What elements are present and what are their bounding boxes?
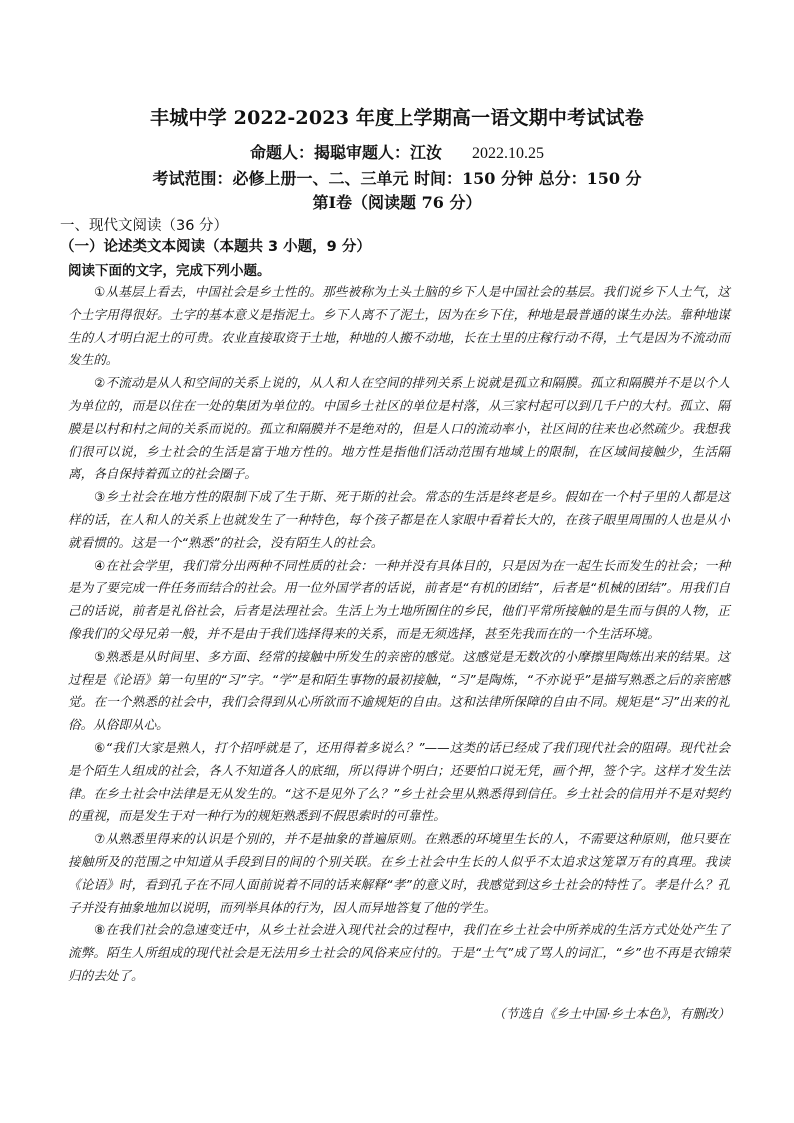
passage-paragraph: ①从基层上看去，中国社会是乡土性的。那些被称为土头土脑的乡下人是中国社会的基层。我们说乡下人土气，这个土字用得很好。土字的基本意义是指泥土。乡下人离不了泥土，因为在乡下住，种地是最普通的谋生办法。靠种地谋生的人才明白泥土的可贵。农业直接取资于土地，种地的人搬不动地，长在土里的庄稼行动不得，土气是因为不流动而发生的。 (68, 284, 730, 368)
passage-paragraph: ⑦从熟悉里得来的认识是个别的，并不是抽象的普遍原则。在熟悉的环境里生长的人，不需要这种原则，他只要在接触所及的范围之中知道从手段到目的间的个别关联。在乡土社会中生长的人似乎不太追求这笼罩万有的真理。我读《论语》时，看到孔子在不同人面前说着不同的话来解释“孝”的意义时，我感觉到这乡土社会的特性了。孝是什么？孔子并没有抽象地加以说明，而列举具体的行为，因人而异地答复了他的学生。 (68, 831, 730, 915)
part-title: 一、现代文阅读（36 分） (60, 218, 229, 234)
volume-title: 第Ⅰ卷（阅读题 76 分） (312, 193, 482, 212)
passage-paragraph: ⑧在我们社会的急速变迁中，从乡土社会进入现代社会的过程中，我们在乡土社会中所养成的生活方式处处产生了流弊。陌生人所组成的现代社会是无法用乡土社会的风俗来应付的。于是“土气”成了骂人的词汇，“乡”也不再是衣锦荣归的去处了。 (68, 922, 730, 983)
passage-body (68, 281, 730, 988)
subpart-title: （一）论述类文本阅读（本题共 3 小题，9 分） (60, 239, 371, 255)
passage-paragraph: ③乡土社会在地方性的限制下成了生于斯、死于斯的社会。常态的生活是终老是乡。假如在一个村子里的人都是这样的话，在人和人的关系上也就发生了一种特色，每个孩子都是在人家眼中看着长大的，在孩子眼里周围的人也是从小就看惯的。这是一个“熟悉”的社会，没有陌生人的社会。 (68, 489, 730, 550)
passage-source: （节选自《乡土中国·乡土本色》，有删改） (493, 1006, 730, 1021)
authors: 命题人：揭聪审题人：江汝 (249, 143, 442, 162)
passage-paragraph: ⑥“我们大家是熟人，打个招呼就是了，还用得着多说么？”——这类的话已经成了我们现代社会的阻碍。现代社会是个陌生人组成的社会，各人不知道各人的底细，所以得讲个明白；还要怕口说无凭，画个押，签个字。这样才发生法律。在乡土社会中法律是无从发生的。“这不是见外了么？”乡土社会里从熟悉得到信任。乡土社会的信用并不是对契约的重视，而是发生于对一种行为的规矩熟悉到不假思索时的可靠性。 (68, 739, 730, 824)
passage-paragraph: ④在社会学里，我们常分出两种不同性质的社会：一种并没有具体目的，只是因为在一起生长而发生的社会；一种是为了要完成一件任务而结合的社会。用一位外国学者的话说，前者是“有机的团结”，后者是“机械的团结”。用我们自己的话说，前者是礼俗社会，后者是法理社会。生活上为土地所囿住的乡民，他们平常所接触的是生而与俱的人物，正像我们的父母兄弟一般，并不是由于我们选择得来的关系，而是无须选择，甚至先我而在的一个生活环境。 (68, 557, 730, 641)
exam-date: 2022.10.25 (472, 145, 544, 162)
passage-paragraph: ②不流动是从人和空间的关系上说的，从人和人在空间的排列关系上说就是孤立和隔膜。孤立和隔膜并不是以个人为单位的，而是以住在一处的集团为单位的。中国乡土社区的单位是村落，从三家村起可以到几千户的大村。孤立、隔膜是以村和村之间的关系而说的。孤立和隔膜并不是绝对的，但是人口的流动率小，社区间的往来也必然疏少。我想我们很可以说，乡土社会的生活是富于地方性的。地方性是指他们活动范围有地域上的限制，在区域间接触少，生活隔离，各自保持着孤立的社会圈子。 (68, 375, 730, 482)
author-line (0, 140, 794, 163)
passage-paragraph: ⑤熟悉是从时间里、多方面、经常的接触中所发生的亲密的感觉。这感觉是无数次的小摩擦里陶炼出来的结果。这过程是《论语》第一句里的“习”字。“学”是和陌生事物的最初接触，“习”是陶炼，“不亦说乎”是描写熟悉之后的亲密感觉。在一个熟悉的社会中，我们会得到从心所欲而不逾规矩的自由。这和法律所保障的自由不同。规矩是“习”出来的礼俗。从俗即从心。 (68, 648, 730, 733)
exam-title: 丰城中学 2022-2023 年度上学期高一语文期中考试试卷 (150, 107, 644, 129)
exam-scope: 考试范围：必修上册一、二、三单元 时间：150 分钟 总分：150 分 (152, 169, 642, 188)
reading-instruction: 阅读下面的文字，完成下列小题。 (68, 263, 271, 279)
